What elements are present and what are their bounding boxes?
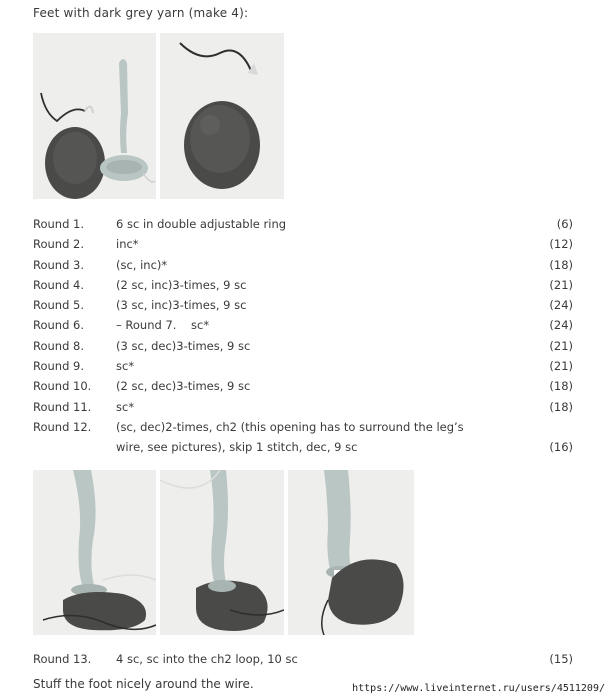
round-instruction: – Round 7. sc* <box>116 318 210 333</box>
round-row <box>33 336 573 356</box>
stitch-count: (21) <box>549 359 573 374</box>
round-instruction-line: wire, see pictures), skip 1 stitch, dec, 9 sc <box>116 439 358 454</box>
round-instruction: (3 sc, dec)3-times, 9 sc <box>116 338 251 353</box>
round-label: Round 6. <box>33 318 85 333</box>
stitch-count: (21) <box>549 338 573 353</box>
round-label: Round 9. <box>33 359 85 374</box>
round-instruction: (2 sc, dec)3-times, 9 sc <box>116 379 251 394</box>
stitch-count: (24) <box>549 298 573 313</box>
round-label: Round 13. <box>33 652 92 666</box>
round-label: Round 8. <box>33 338 85 353</box>
round-label: Round 2. <box>33 237 85 252</box>
photo-leg-in-foot-right <box>288 470 414 635</box>
round-instruction <box>116 417 486 457</box>
round-instruction-line: (sc, dec)2-times, ch2 (this opening has to surround the leg’s <box>116 419 464 434</box>
round-row <box>33 214 573 234</box>
stitch-count: (21) <box>549 277 573 292</box>
stitch-count: (18) <box>549 399 573 414</box>
stitch-count: (18) <box>549 379 573 394</box>
stitch-count: (16) <box>549 439 573 454</box>
round-row <box>33 649 573 669</box>
round-label: Round 4. <box>33 277 85 292</box>
round-instruction: (sc, inc)* <box>116 257 168 272</box>
photo-foot-and-leg <box>33 33 156 199</box>
round-row <box>33 356 573 376</box>
photo-foot-closeup <box>160 33 284 199</box>
stitch-count: (12) <box>549 237 573 252</box>
closing-note: Stuff the foot nicely around the wire. <box>33 677 254 691</box>
round-instruction: sc* <box>116 359 135 374</box>
photo-leg-in-foot-left <box>33 470 156 635</box>
stitch-count: (15) <box>549 652 573 666</box>
round-instruction: 4 sc, sc into the ch2 loop, 10 sc <box>116 652 298 666</box>
round-instruction: inc* <box>116 237 139 252</box>
stitch-count: (24) <box>549 318 573 333</box>
round-label: Round 10. <box>33 379 92 394</box>
round-label: Round 11. <box>33 399 92 414</box>
round-row <box>33 417 573 457</box>
round-instruction: sc* <box>116 399 135 414</box>
round-row <box>33 234 573 254</box>
watermark-url: https://www.liveinternet.ru/users/4511209/ <box>352 683 605 694</box>
round-row <box>33 275 573 295</box>
stitch-count: (6) <box>556 217 573 231</box>
photo-leg-in-foot-middle <box>160 470 284 635</box>
section-header: Feet with dark grey yarn (make 4): <box>33 6 249 20</box>
round-row <box>33 255 573 275</box>
round-label: Round 12. <box>33 419 92 434</box>
round-instruction: (3 sc, inc)3-times, 9 sc <box>116 298 247 313</box>
round-list <box>33 214 573 457</box>
round-label: Round 1. <box>33 217 85 231</box>
round-row <box>33 315 573 335</box>
round-instruction: 6 sc in double adjustable ring <box>116 217 287 231</box>
round-row <box>33 376 573 396</box>
round-label: Round 5. <box>33 298 85 313</box>
round-row <box>33 295 573 315</box>
stitch-count: (18) <box>549 257 573 272</box>
round-row <box>33 397 573 417</box>
round-label: Round 3. <box>33 257 85 272</box>
round-instruction: (2 sc, inc)3-times, 9 sc <box>116 277 247 292</box>
